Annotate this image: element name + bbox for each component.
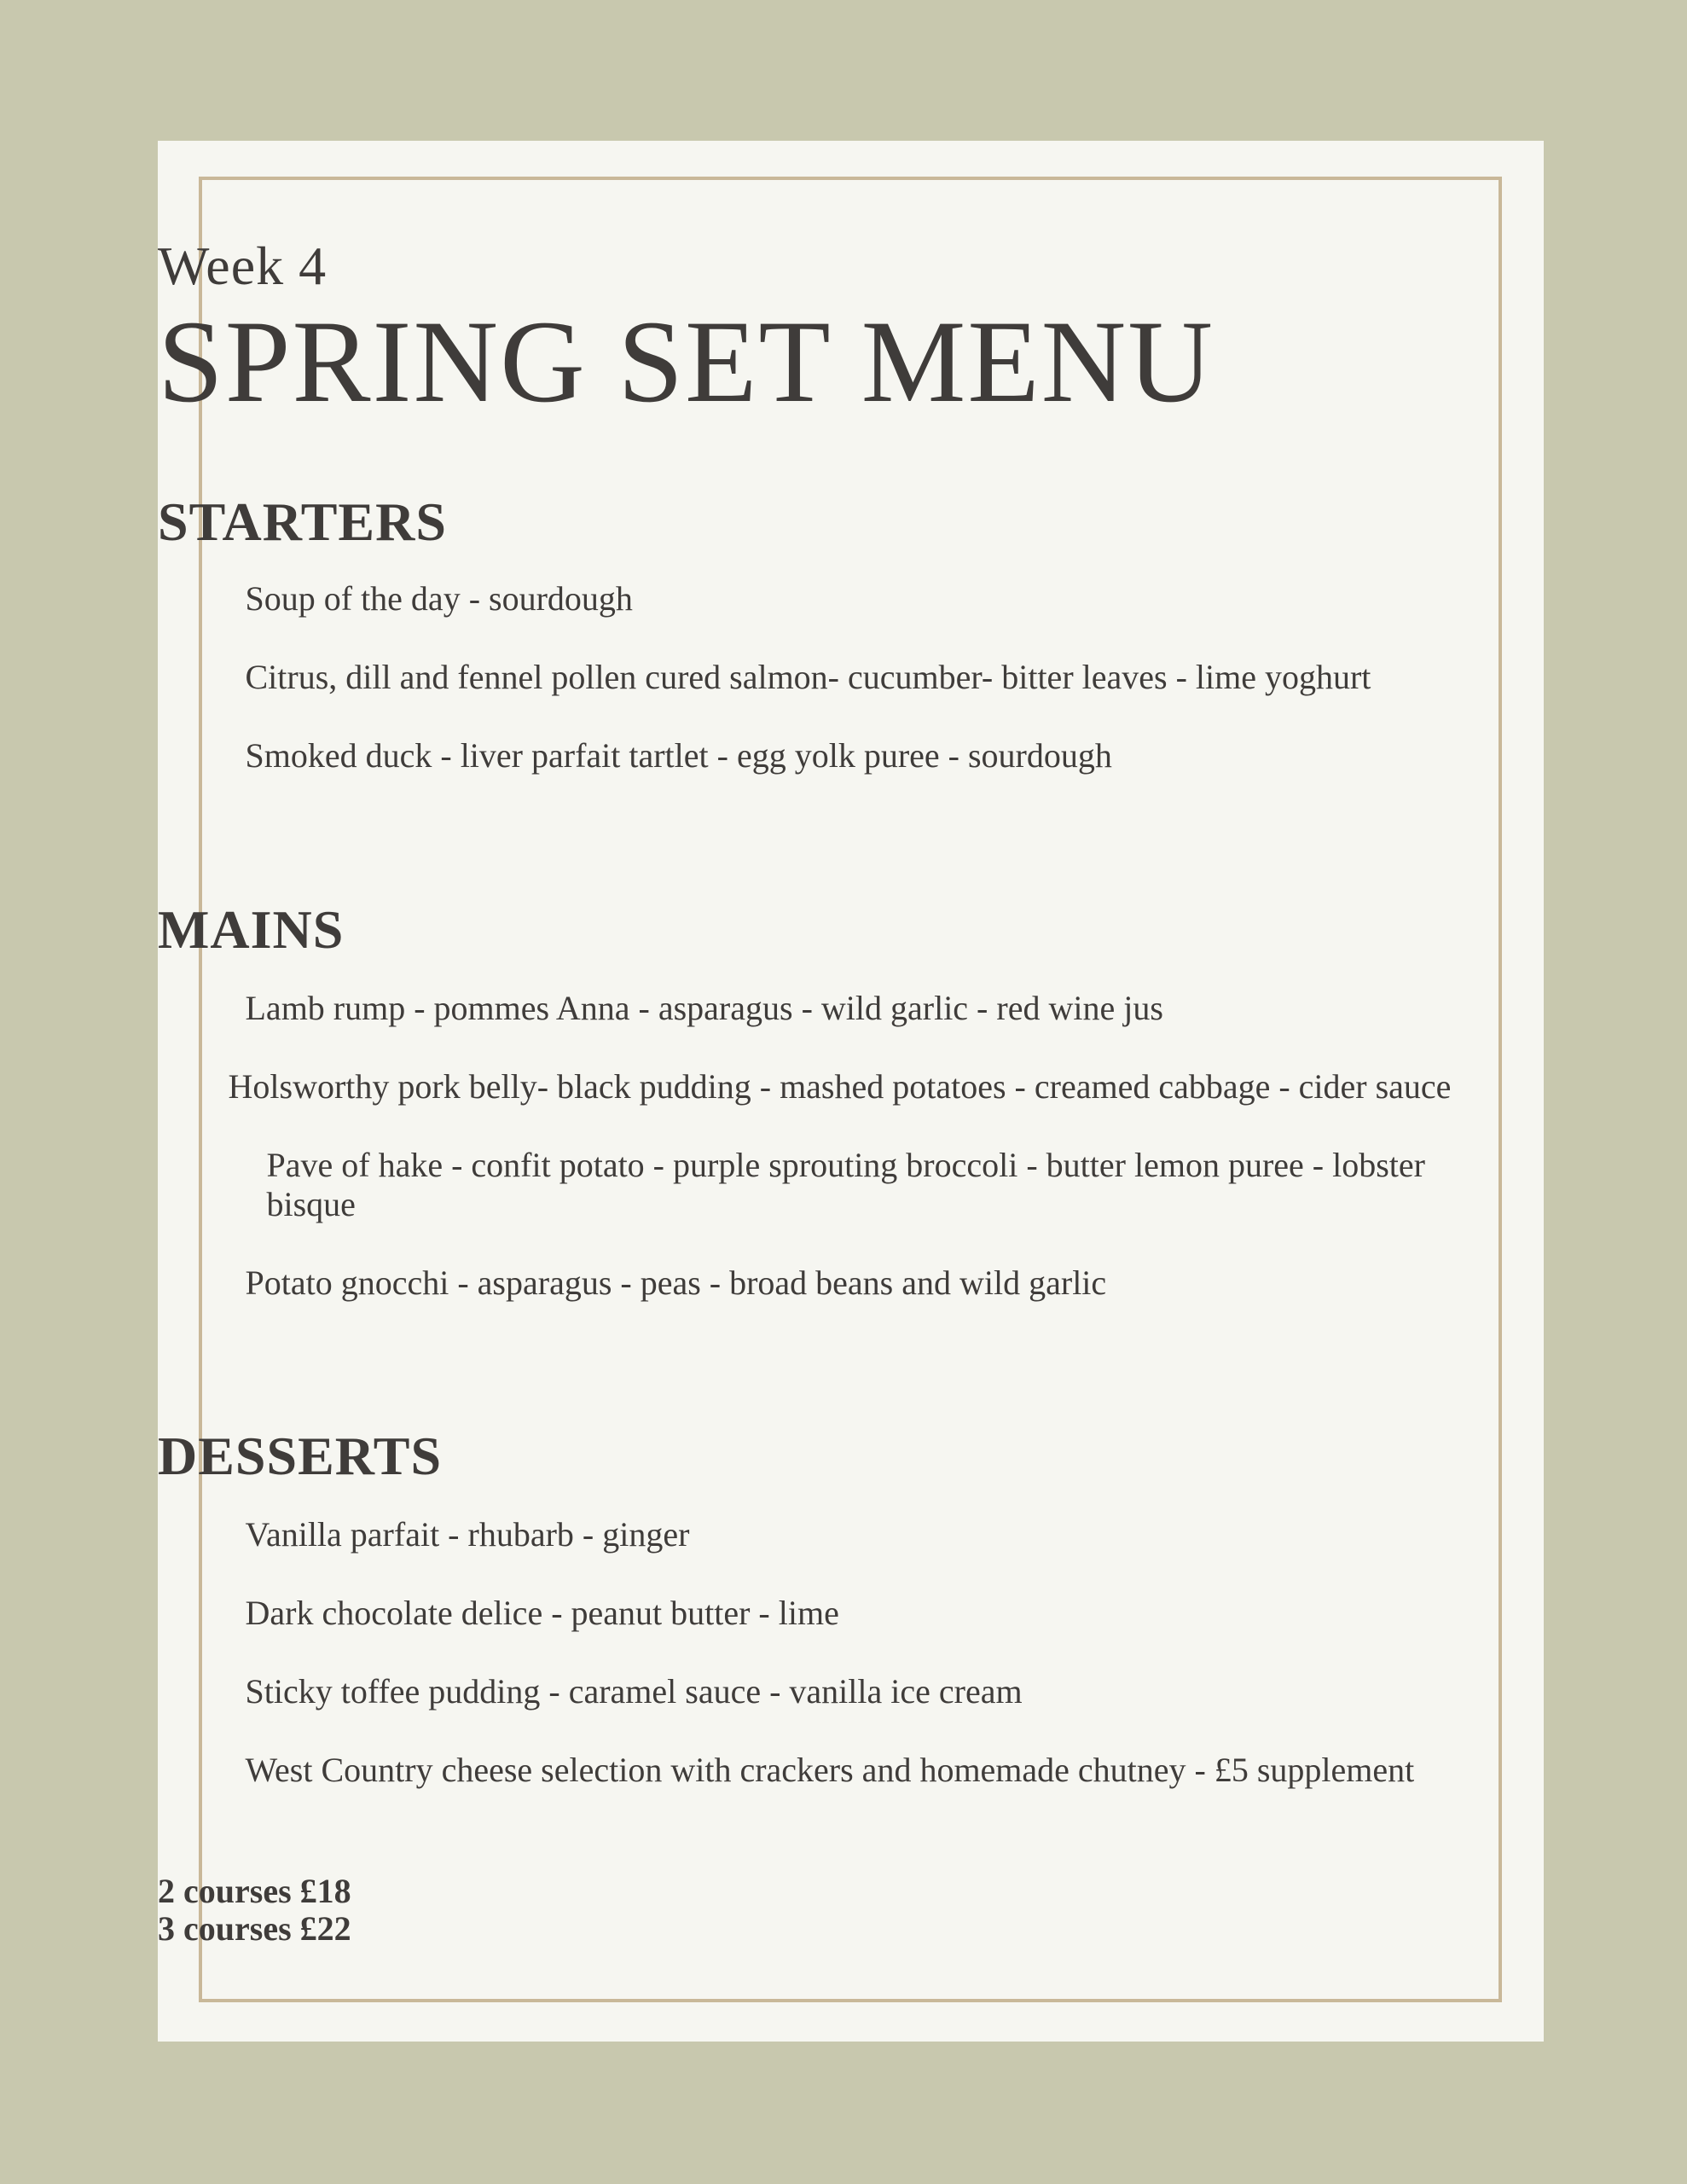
price-two-courses: 2 courses £18 [158,1872,351,1910]
section-heading-mains: MAINS [158,899,345,960]
section-heading-starters: STARTERS [158,491,447,552]
menu-item: Citrus, dill and fennel pollen cured salmon- cucumber- bitter leaves - lime yoghurt [245,658,1371,696]
menu-title: SPRING SET MENU [158,296,1215,427]
menu-item: Holsworthy pork belly- black pudding - mashed potatoes - creamed cabbage - cider sauce [228,1067,1452,1106]
week-label: Week 4 [158,235,328,296]
menu-item: Pave of hake - confit potato - purple sprouting broccoli - butter lemon puree - lobster bisque [266,1146,1425,1223]
menu-item: Potato gnocchi - asparagus - peas - broad beans and wild garlic [245,1263,1107,1302]
menu-item: Sticky toffee pudding - caramel sauce - vanilla ice cream [245,1672,1023,1711]
desserts-section [158,1425,1544,1790]
price-block [158,1873,1544,1948]
starters-section [158,491,1544,775]
mains-section [158,898,1544,1303]
menu-item: Smoked duck - liver parfait tartlet - egg yolk puree - sourdough [245,736,1112,775]
section-heading-desserts: DESSERTS [158,1426,443,1486]
menu-card [158,141,1544,2042]
menu-item: Soup of the day - sourdough [245,579,633,618]
menu-item: Dark chocolate delice - peanut butter - lime [245,1594,839,1632]
price-three-courses: 3 courses £22 [158,1909,351,1948]
menu-item: Lamb rump - pommes Anna - asparagus - wild garlic - red wine jus [245,989,1163,1027]
menu-item: West Country cheese selection with crackers and homemade chutney - £5 supplement [245,1751,1415,1789]
menu-item: Vanilla parfait - rhubarb - ginger [245,1515,690,1554]
